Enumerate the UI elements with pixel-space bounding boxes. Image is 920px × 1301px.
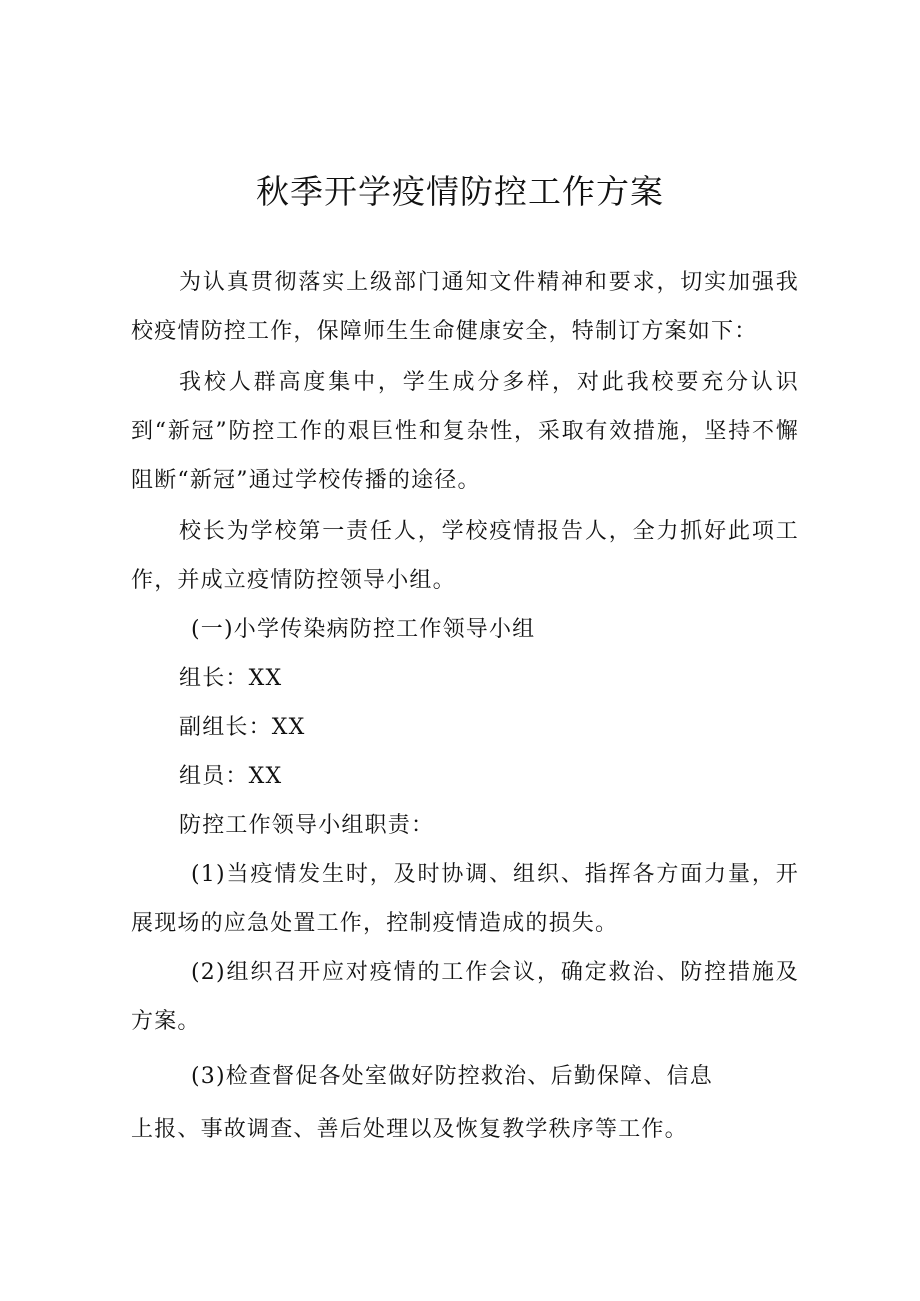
intro-paragraph: 为认真贯彻落实上级部门通知文件精神和要求，切实加强我校疫情防控工作，保障师生生命健康安全，特制订方案如下：	[131, 270, 799, 344]
duty-item-1: (1)当疫情发生时，及时协调、组织、指挥各方面力量，开展现场的应急处置工作，控制疫情造成的损失。	[131, 862, 799, 936]
members-line: 组员：XX	[179, 764, 283, 789]
leadership-paragraph: 校长为学校第一责任人，学校疫情报告人，全力抓好此项工作，并成立疫情防控领导小组。	[131, 519, 799, 593]
duties-heading: 防控工作领导小组职责：	[179, 813, 435, 838]
duty-item-3-continuation: 上报、事故调查、善后处理以及恢复教学秩序等工作。	[131, 1117, 688, 1142]
team-leader-line: 组长：XX	[179, 666, 283, 691]
situation-paragraph: 我校人群高度集中，学生成分多样，对此我校要充分认识到“新冠”防控工作的艰巨性和复杂性，采取有效措施，坚持不懈阻断“新冠”通过学校传播的途径。	[131, 370, 799, 493]
duty-item-3: (3)检查督促各处室做好防控救治、后勤保障、信息	[191, 1064, 713, 1089]
section-heading: (一)小学传染病防控工作领导小组	[191, 617, 536, 642]
document-title: 秋季开学疫情防控工作方案	[256, 172, 664, 211]
document-body	[131, 258, 799, 1154]
duty-item-2: (2)组织召开应对疫情的工作会议，确定救治、防控措施及方案。	[131, 960, 799, 1034]
deputy-leader-line: 副组长：XX	[179, 715, 306, 740]
